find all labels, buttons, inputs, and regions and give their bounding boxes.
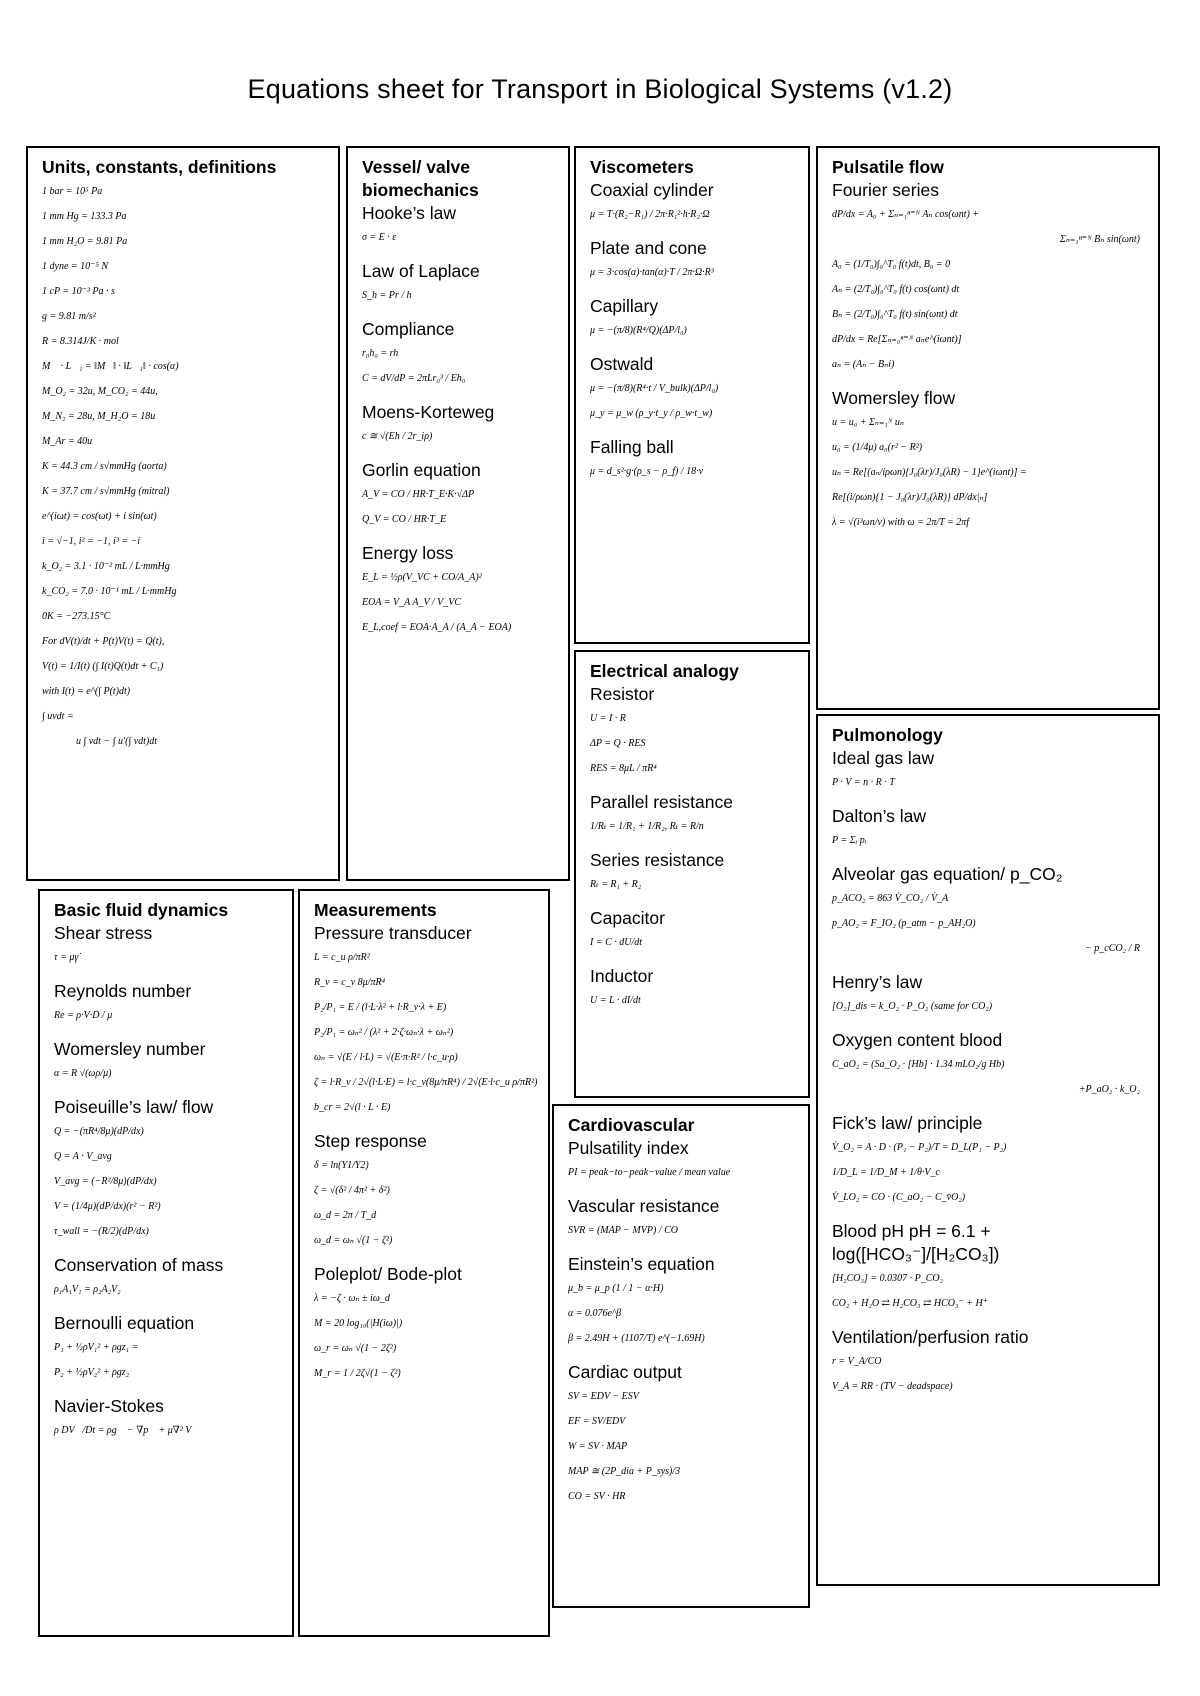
cardiovascular-sections xyxy=(568,1137,798,1509)
measure-equation: P₂/P₁ = E / (l·L·λ² + l·R_v·λ + E) xyxy=(314,1002,447,1013)
measurements-sections xyxy=(314,922,538,1386)
pulmo-equation: C_aO₂ = (Sa_O₂ · [Hb] · 1.34 mLO₂/g Hb) xyxy=(832,1059,1005,1070)
fluid-box xyxy=(38,889,294,1637)
cardio-equation: SVR = (MAP − MVP) / CO xyxy=(568,1225,678,1236)
units-equation: ∫ uvdt = xyxy=(42,711,74,722)
pulmo-section-label: Blood pH pH = 6.1 + log([HCO₃⁻]/[H₂CO₃]) xyxy=(832,1221,1000,1264)
pulmo-equation: r = V_A/CO xyxy=(832,1356,882,1367)
vessel-equation: S_h = Pr / h xyxy=(362,290,412,301)
pulsatile-equation: λ = √(i³ωn/ν) with ω = 2π/T = 2πf xyxy=(832,517,970,528)
cardio-equation: MAP ≅ (2P_dia + P_sys)/3 xyxy=(568,1466,681,1477)
measure-equation: ω_d = ωₙ √(1 − ζ²) xyxy=(314,1235,393,1246)
visco-equation: μ = −(π/8)(R⁴/Q)(ΔP/l₀) xyxy=(590,325,687,336)
fluid-equation: τ_wall = −(R/2)(dP/dx) xyxy=(54,1226,149,1237)
cardio-equation: μ_b = μ_p (1 / 1 − α·H) xyxy=(568,1283,664,1294)
vessel-equation: Q_V = CO / HR·T_E xyxy=(362,514,447,525)
pulmo-equation: 1/D_L = 1/D_M + 1/θ·V_c xyxy=(832,1167,940,1178)
visco-section-label: Capillary xyxy=(590,296,659,316)
measure-equation: λ = −ζ · ωₙ ± iω_d xyxy=(314,1293,390,1304)
pulsatile-equation: dP/dx = Re[Σₙ₌₀ⁿ⁼ᴺ aₙe^(iωnt)] xyxy=(832,334,962,345)
page-title: Equations sheet for Transport in Biological Systems (v1.2) xyxy=(247,74,953,104)
electrical-section-label: Parallel resistance xyxy=(590,792,733,812)
cardiovascular-box xyxy=(552,1104,810,1608)
fluid-equation: P₁ + ½ρV₁² + ρgz₁ = xyxy=(54,1342,139,1353)
visco-equation: μ = −(π/8)(R⁴·t / V_bulk)(ΔP/l₀) xyxy=(590,383,719,394)
pulsatile-box xyxy=(816,146,1160,710)
fluid-equation: P₂ + ½ρV₂² + ρgz₂ xyxy=(54,1367,130,1378)
vessel-section-label: Law of Laplace xyxy=(362,261,480,281)
vessel-equation: E_L,coef = EOA·A_A / (A_A − EOA) xyxy=(362,622,512,633)
visco-equation: μ = T·(R₂−R₁) / 2π·R₁²·h·R₂·Ω xyxy=(590,209,710,220)
electrical-section-label: Capacitor xyxy=(590,908,665,928)
vessel-heading: Vessel/ valve biomechanics xyxy=(362,157,479,200)
fluid-equation: ρ₁A₁V₁ = ρ₂A₂V₂ xyxy=(54,1284,121,1295)
pulmonology-box xyxy=(816,714,1160,1586)
pulmonology-heading: Pulmonology xyxy=(832,725,943,745)
viscometers-box xyxy=(574,146,810,644)
measure-section-label: Poleplot/ Bode-plot xyxy=(314,1264,462,1284)
pulsatile-section-label: Fourier series xyxy=(832,180,939,200)
units-equation: 1 mm H₂O = 9.81 Pa xyxy=(42,236,128,247)
measurements-heading: Measurements xyxy=(314,900,437,920)
vessel-section-label: Hooke’s law xyxy=(362,203,457,223)
pulmo-section-label: Ventilation/perfusion ratio xyxy=(832,1327,1029,1347)
pulmo-equation: [O₂]_dis = k_O₂ · P_O₂ (same for CO₂) xyxy=(832,1001,993,1012)
fluid-equation: Q = A · V_avg xyxy=(54,1151,112,1162)
units-equation: K = 44.3 cm / s√mmHg (aorta) xyxy=(42,461,167,472)
cardio-equation: SV = EDV − ESV xyxy=(568,1391,639,1402)
measure-equation: L = c_u ρ/πR² xyxy=(314,952,370,963)
visco-section-label: Ostwald xyxy=(590,354,654,374)
electrical-box xyxy=(574,650,810,1098)
units-equation: K = 37.7 cm / s√mmHg (mitral) xyxy=(42,486,170,497)
pulsatile-equation: dP/dx = A₀ + Σₙ₌₁ⁿ⁼ᴺ Aₙ cos(ωnt) + xyxy=(832,209,980,220)
measure-equation: ζ = √(δ² / 4π² + δ²) xyxy=(314,1185,390,1196)
pulmo-equation: V̇_O₂ = A · D · (P₁ − P₂)/T = D_L(P₁ − P₂) xyxy=(832,1142,1007,1153)
cardio-equation: β = 2.49H + (1107/T) e^(−1.69H) xyxy=(568,1333,705,1344)
units-lines xyxy=(42,179,328,754)
pulsatile-equation: uₙ = Re[(aₙ/iρωn){J₀(λr)/J₀(λR) − 1}e^(iωnt)] = xyxy=(832,467,1027,478)
electrical-equation: ΔP = Q · RES xyxy=(590,738,646,749)
fluid-heading: Basic fluid dynamics xyxy=(54,900,229,920)
pulsatile-heading: Pulsatile flow xyxy=(832,157,944,177)
units-heading: Units, constants, definitions xyxy=(42,157,277,177)
measure-equation: δ = ln(Y1/Y2) xyxy=(314,1160,369,1171)
fluid-section-label: Womersley number xyxy=(54,1039,206,1059)
pulmo-section-label: Dalton’s law xyxy=(832,806,927,826)
electrical-section-label: Series resistance xyxy=(590,850,725,870)
vessel-equation: E_L = ½ρ(V_VC + CO/A_A)² xyxy=(362,572,482,583)
viscometers-sections xyxy=(590,179,798,484)
cardio-section-label: Einstein’s equation xyxy=(568,1254,715,1274)
fluid-equation: V_avg = (−R²/8μ)(dP/dx) xyxy=(54,1176,157,1187)
vessel-section-label: Gorlin equation xyxy=(362,460,481,480)
measurements-box xyxy=(298,889,550,1637)
units-equation: M_O₂ = 32u, M_CO₂ = 44u, xyxy=(42,386,158,397)
pulsatile-sections xyxy=(832,179,1148,535)
vessel-equation: σ = E · ε xyxy=(362,232,397,243)
fluid-equation: τ = μγ̇ xyxy=(54,952,79,963)
pulmo-equation: CO₂ + H₂O ⇄ H₂CO₃ ⇄ HCO₃⁻ + H⁺ xyxy=(832,1298,988,1309)
measure-section-label: Pressure transducer xyxy=(314,923,472,943)
units-box xyxy=(26,146,340,881)
units-equation: 1 mm Hg = 133.3 Pa xyxy=(42,211,127,222)
fluid-section-label: Shear stress xyxy=(54,923,153,943)
pulmo-section-label: Alveolar gas equation/ p_CO₂ xyxy=(832,864,1063,884)
fluid-section-label: Reynolds number xyxy=(54,981,192,1001)
vessel-equation: C = dV/dP = 2πLr₀³ / Eh₀ xyxy=(362,373,466,384)
visco-section-label: Falling ball xyxy=(590,437,674,457)
pulmo-section-label: Oxygen content blood xyxy=(832,1030,1003,1050)
visco-section-label: Plate and cone xyxy=(590,238,707,258)
pulmo-equation: [H₂CO₃] = 0.0307 · P_CO₂ xyxy=(832,1273,944,1284)
pulsatile-section-label: Womersley flow xyxy=(832,388,956,408)
units-equation: For dV(t)/dt + P(t)V(t) = Q(t), xyxy=(42,636,165,647)
pulmo-section-label: Henry’s law xyxy=(832,972,923,992)
measure-equation: ωₙ = √(E / l·L) = √(E·π·R² / l·c_u·ρ) xyxy=(314,1052,458,1063)
cardio-section-label: Pulsatility index xyxy=(568,1138,689,1158)
vessel-section-label: Moens-Korteweg xyxy=(362,402,495,422)
pulmo-equation: P = Σᵢ pᵢ xyxy=(832,835,867,846)
pulmonology-sections xyxy=(832,747,1148,1399)
units-equation: k_CO₂ = 7.0 · 10⁻¹ mL / L·mmHg xyxy=(42,586,177,597)
pulmo-equation: +P_aO₂ · k_O₂ xyxy=(1078,1084,1140,1095)
cardio-section-label: Cardiac output xyxy=(568,1362,682,1382)
electrical-equation: 1/Rₜ = 1/R₁ + 1/R₂, Rₜ = R/n xyxy=(590,821,704,832)
pulsatile-equation: Re[(i/ρωn){1 − J₀(λr)/J₀(λR)} dP/dx|ₙ] xyxy=(832,492,988,503)
fluid-sections xyxy=(54,922,282,1443)
measure-equation: P₂/P₁ = ωₙ² / (λ² + 2·ζ·ωₙ·λ + ωₙ²) xyxy=(314,1027,454,1038)
visco-equation: μ_y = μ_w (ρ_y·t_y / ρ_w·t_w) xyxy=(590,408,713,419)
units-equation: 1 dyne = 10⁻⁵ N xyxy=(42,261,109,272)
units-equation: M⃗ · L⃗₁ = ‖M⃗‖ · ‖L⃗₁‖ · cos(α) xyxy=(42,361,179,372)
pulmo-equation: V_A = RR · (TV − deadspace) xyxy=(832,1381,953,1392)
fluid-equation: ρ DV⃗/Dt = ρg⃗ − ∇p⃗ + μ∇² V⃗ xyxy=(54,1425,200,1436)
cardio-equation: CO = SV · HR xyxy=(568,1491,626,1502)
units-equation: R = 8.314J/K · mol xyxy=(42,336,119,347)
units-equation: M_N₂ = 28u, M_H₂O = 18u xyxy=(42,411,156,422)
electrical-section-label: Resistor xyxy=(590,684,655,704)
fluid-section-label: Poiseuille’s law/ flow xyxy=(54,1097,214,1117)
pulmo-equation: − p_cCO₂ / R xyxy=(1085,943,1140,954)
vessel-equation: r₀h₀ = rh xyxy=(362,348,399,359)
electrical-equation: Rₜ = R₁ + R₂ xyxy=(590,879,642,890)
electrical-heading: Electrical analogy xyxy=(590,661,739,681)
electrical-equation: U = I · R xyxy=(590,713,626,724)
fluid-section-label: Navier-Stokes xyxy=(54,1396,164,1416)
units-equation: 1 bar = 10⁵ Pa xyxy=(42,186,103,197)
pulsatile-equation: aₙ = (Aₙ − Bₙi) xyxy=(832,359,895,370)
cardiovascular-heading: Cardiovascular xyxy=(568,1115,695,1135)
pulmo-equation: V̇_LO₂ = CO · (C_aO₂ − C_v̄O₂) xyxy=(832,1192,966,1203)
units-equation: 1 cP = 10⁻³ Pa · s xyxy=(42,286,115,297)
cardio-equation: EF = SV/EDV xyxy=(568,1416,626,1427)
pulsatile-equation: A₀ = (1/T₀)∫₀^T₀ f(t)dt, B₀ = 0 xyxy=(832,259,951,270)
cardio-section-label: Vascular resistance xyxy=(568,1196,720,1216)
vessel-equation: A_V = CO / HR·T_E·K·√ΔP xyxy=(362,489,475,500)
vessel-section-label: Energy loss xyxy=(362,543,454,563)
measure-equation: b_cr = 2√(l · L · E) xyxy=(314,1102,391,1113)
electrical-equation: I = C · dU/dt xyxy=(590,937,643,948)
measure-equation: M_r = 1 / 2ζ√(1 − ζ²) xyxy=(314,1368,401,1379)
measure-equation: ζ = l·R_v / 2√(l·L·E) = l·c_v(8μ/πR⁴) / 2√(E·l·c_u ρ/πR²) xyxy=(314,1077,538,1088)
measure-equation: R_v = c_v 8μ/πR⁴ xyxy=(314,977,386,988)
pulmo-equation: P · V = n · R · T xyxy=(832,777,895,788)
vessel-section-label: Compliance xyxy=(362,319,455,339)
measure-equation: ω_d = 2π / T_d xyxy=(314,1210,377,1221)
visco-equation: μ = d_s²·g·(ρ_s − ρ_f) / 18·v xyxy=(590,466,704,477)
pulsatile-equation: u₀ = (1/4μ) a₀(r² − R²) xyxy=(832,442,923,453)
units-equation: k_O₂ = 3.1 · 10⁻² mL / L·mmHg xyxy=(42,561,170,572)
fluid-section-label: Bernoulli equation xyxy=(54,1313,195,1333)
visco-equation: μ = 3·cos(α)·tan(α)·T / 2π·Ω·R³ xyxy=(590,267,714,278)
units-equation: u ∫ vdt − ∫ u′(∫ vdt)dt xyxy=(76,736,158,747)
pulsatile-equation: Aₙ = (2/T₀)∫₀^T₀ f(t) cos(ωnt) dt xyxy=(832,284,960,295)
pulsatile-equation: Bₙ = (2/T₀)∫₀^T₀ f(t) sin(ωnt) dt xyxy=(832,309,958,320)
fluid-equation: Re = ρ·V·D / μ xyxy=(54,1010,113,1021)
cardio-equation: PI = peak−to−peak−value / mean value xyxy=(568,1167,731,1178)
measure-equation: M = 20 log₁₀(|H(iω)|) xyxy=(314,1318,403,1329)
fluid-equation: Q = −(πR⁴/8μ)(dP/dx) xyxy=(54,1126,144,1137)
viscometers-heading: Viscometers xyxy=(590,157,694,177)
vessel-sections xyxy=(362,202,558,640)
electrical-equation: U = L · dI/dt xyxy=(590,995,641,1006)
electrical-section-label: Inductor xyxy=(590,966,654,986)
electrical-sections xyxy=(590,683,798,1013)
cardio-equation: W = SV · MAP xyxy=(568,1441,628,1452)
units-equation: with I(t) = e^(∫ P(t)dt) xyxy=(42,686,131,697)
vessel-equation: EOA = V_A A_V / V_VC xyxy=(362,597,462,608)
visco-section-label: Coaxial cylinder xyxy=(590,180,714,200)
pulmo-equation: p_AO₂ = F_IO₂ (p_atm − p_AH₂O) xyxy=(832,918,976,929)
cardio-equation: α = 0.076e^β xyxy=(568,1308,622,1319)
units-equation: g = 9.81 m/s² xyxy=(42,311,96,322)
fluid-equation: α = R √(ωρ/μ) xyxy=(54,1068,112,1079)
pulmo-equation: p_ACO₂ = 863 V̇_CO₂ / V̇_A xyxy=(832,893,949,904)
fluid-equation: V = (1/4μ)(dP/dx)(r² − R²) xyxy=(54,1201,161,1212)
units-equation: M_Ar = 40u xyxy=(42,436,93,447)
vessel-box xyxy=(346,146,570,881)
pulsatile-equation: Σₙ₌₁ⁿ⁼ᴺ Bₙ sin(ωnt) xyxy=(1059,234,1140,245)
units-equation: 0K = −273.15°C xyxy=(42,611,111,622)
units-equation: V(t) = 1/I(t) (∫ I(t)Q(t)dt + C₁) xyxy=(42,661,164,672)
vessel-equation: c ≅ √(Eh / 2r_iρ) xyxy=(362,431,433,442)
pulmo-section-label: Ideal gas law xyxy=(832,748,935,768)
pulsatile-equation: u = u₀ + Σₙ₌₁ᴺ uₙ xyxy=(832,417,904,428)
fluid-section-label: Conservation of mass xyxy=(54,1255,224,1275)
units-equation: e^(iωt) = cos(ωt) + i sin(ωt) xyxy=(42,511,157,522)
units-equation: i = √−1, i² = −1, i³ = −i xyxy=(42,536,141,547)
measure-section-label: Step response xyxy=(314,1131,427,1151)
measure-equation: ω_r = ωₙ √(1 − 2ζ²) xyxy=(314,1343,397,1354)
pulmo-section-label: Fick’s law/ principle xyxy=(832,1113,983,1133)
electrical-equation: RES = 8μL / πR⁴ xyxy=(590,763,657,774)
